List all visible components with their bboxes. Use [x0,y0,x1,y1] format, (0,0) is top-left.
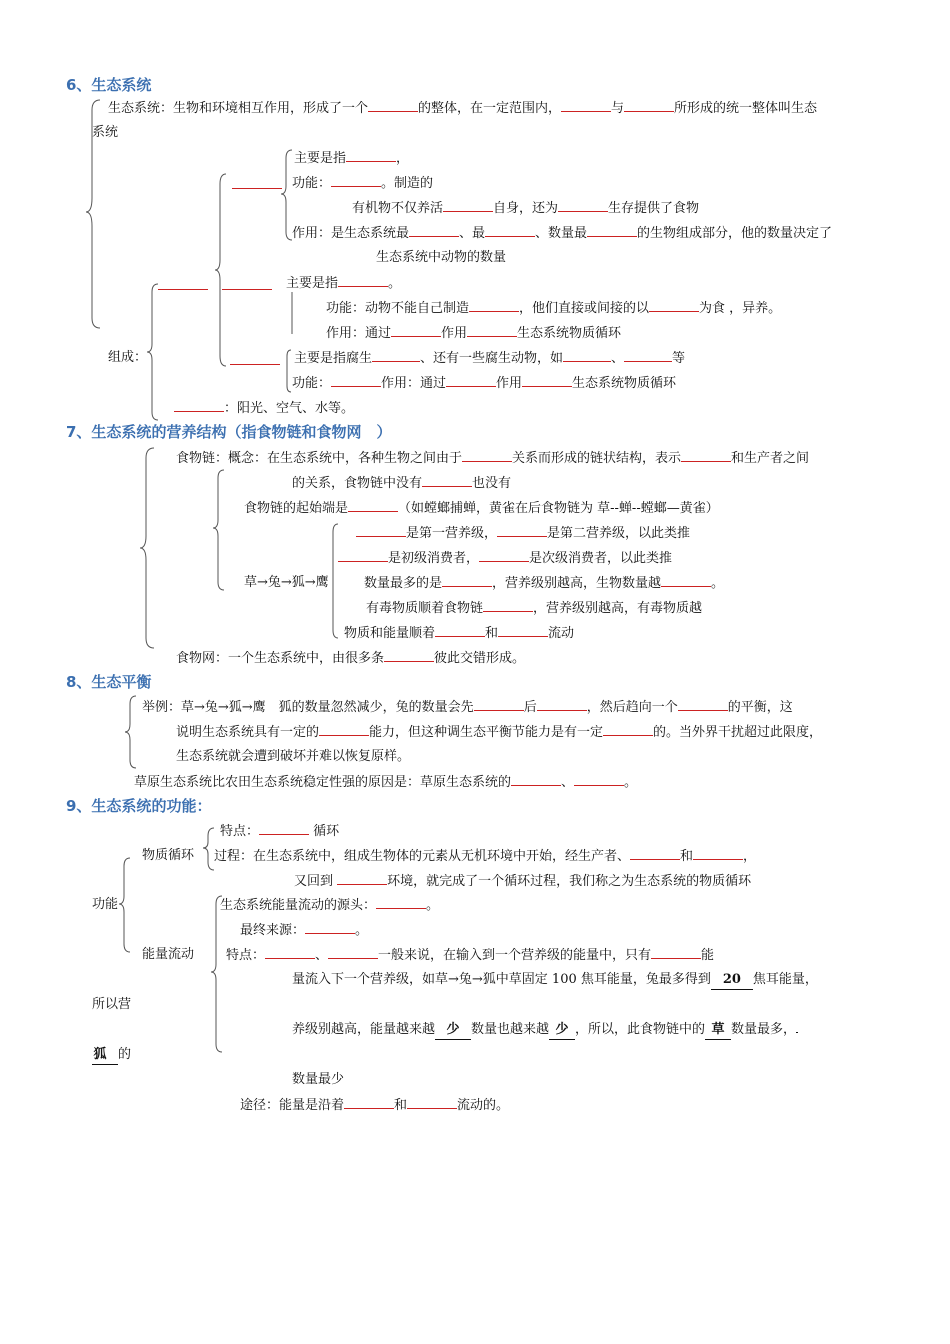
answer-grass: 草 [705,1021,731,1040]
blank[interactable] [479,549,529,562]
brace-food-chain [212,468,226,592]
composition-label: 组成： [108,350,148,365]
blank[interactable] [467,324,517,337]
blank[interactable] [446,374,496,387]
food-chain-start: 食物链的起始端是 （如螳螂捕蝉，黄雀在后食物链为 草--蝉--螳螂—黄雀） [244,501,719,516]
blank[interactable] [331,174,381,187]
blank[interactable] [391,324,441,337]
energy-so: 所以营 [92,997,132,1012]
decomposer-function: 功能： 作用：通过 作用 生态系统物质循环 [292,376,677,391]
blank[interactable] [693,847,743,860]
blank[interactable] [537,698,587,711]
blank[interactable] [407,1096,457,1109]
blank[interactable] [372,349,420,362]
blank[interactable] [338,549,388,562]
blank[interactable] [376,896,426,909]
matter-return: 又回到 环境，就完成了一个循环过程，我们称之为生态系统的物质循环 [294,874,752,889]
blank[interactable] [328,946,378,959]
section-9-title: 9、生态系统的功能： [66,797,212,815]
blank[interactable] [319,723,369,736]
blank-consumer[interactable] [222,289,272,290]
consumer-main: 主要是指 。 [286,276,402,291]
most-numerous: 数量最多的是 ，营养级别越高，生物数量越 。 [364,576,725,591]
blank-decomposer[interactable] [230,364,280,365]
definition-line: 生态系统：生物和环境相互作用，形成了一个 的整体，在一定范围内， 与 所形成的统一整体叫生态 [108,101,818,116]
blank[interactable] [305,921,355,934]
matter-cycle-label: 物质循环 [142,848,195,863]
blank[interactable] [511,773,561,786]
blank[interactable] [624,349,672,362]
food-web: 食物网：一个生态系统中，由很多条 彼此交错形成。 [176,651,526,666]
brace-function [118,856,132,956]
answer-20: 20 [711,971,753,990]
blank[interactable] [259,822,309,835]
function-label: 功能 [92,897,119,912]
blank[interactable] [678,698,728,711]
blank[interactable] [174,399,224,412]
brace-chain-example [328,522,340,640]
blank[interactable] [661,574,711,587]
energy-flow-label: 能量流动 [142,947,195,962]
balance-regulation: 说明生态系统具有一定的 能力，但这种调生态平衡节能力是有一定 的。当外界干扰超过此限度， [176,725,823,740]
energy-source: 生态系统能量流动的源头： 。 [220,898,440,913]
blank[interactable] [561,99,611,112]
blank[interactable] [563,349,611,362]
section-7-title: 7、生态系统的营养结构（指食物链和食物网 ） [66,423,392,441]
producer-organic: 有机物不仅养活 自身，还为 生存提供了食物 [352,201,700,216]
consumer-role: 作用：通过 作用 生态系统物质循环 [326,326,622,341]
blank[interactable] [603,723,653,736]
consumer-levels: 是初级消费者， 是次级消费者，以此类推 [338,549,672,568]
blank[interactable] [265,946,315,959]
blank[interactable] [681,449,731,462]
energy-final-source: 最终来源： 。 [240,923,369,938]
blank[interactable] [384,649,434,662]
producer-role: 作用：是生态系统最 、最 、数量最 的生物组成部分，他的数量决定了 [292,226,833,241]
blank[interactable] [624,99,674,112]
definition-line-wrap: 系统 [92,125,119,140]
balance-destroyed: 生态系统就会遭到破坏并难以恢复原样。 [176,749,411,764]
energy-fox-line: 狐 的 [92,1046,131,1065]
matter-energy-flow: 物质和能量顺着 和 流动 [344,626,575,641]
blank[interactable] [337,872,387,885]
producer-role-wrap: 生态系统中动物的数量 [376,250,507,265]
brace-consumer [286,290,296,336]
blank[interactable] [442,574,492,587]
blank[interactable] [587,224,637,237]
producer-main: 主要是指 ， [294,151,410,166]
answer-fox: 狐 [92,1046,118,1065]
blank[interactable] [630,847,680,860]
food-chain-concept: 食物链：概念：在生态系统中，各种生物之间由于 关系而形成的链状结构，表示 和生产者之间 [176,451,810,466]
brace-composition [146,282,160,422]
blank[interactable] [522,374,572,387]
decomposer-main: 主要是指腐生 、还有一些腐生动物，如 、 等 [294,351,686,366]
blank[interactable] [649,299,699,312]
brace-balance [124,694,138,772]
matter-process: 过程：在生态系统中，组成生物体的元素从无机环境中开始，经生产者、 和 ， [214,849,757,864]
blank[interactable] [368,99,418,112]
blank[interactable] [348,499,398,512]
blank[interactable] [574,773,624,786]
food-chain-concept-wrap: 的关系，食物链中没有 也没有 [292,476,512,491]
abiotic-line: ：阳光、空气、水等。 [174,399,354,418]
section-8-title: 8、生态平衡 [66,673,152,691]
blank[interactable] [469,299,519,312]
blank[interactable] [443,199,493,212]
blank[interactable] [409,224,459,237]
energy-decrease: 养级别越高，能量越来越 少 数量也越来越 少 ，所以，此食物链中的 草 数量最多， [292,1021,798,1040]
section-6-title: 6、生态系统 [66,76,152,94]
trophic-levels: 是第一营养级， 是第二营养级，以此类推 [356,524,690,543]
blank[interactable] [462,449,512,462]
matter-feature: 特点： 循环 [220,824,340,839]
blank[interactable] [338,274,388,287]
energy-least: 数量最少 [292,1072,345,1087]
blank[interactable] [485,224,535,237]
blank[interactable] [422,474,472,487]
blank[interactable] [497,524,547,537]
blank[interactable] [356,524,406,537]
blank-producer[interactable] [232,188,282,189]
toxic-accumulation: 有毒物质顺着食物链 ，营养级别越高，有毒物质越 [366,601,703,616]
energy-example: 量流入下一个营养级，如草→兔→狐中草固定 100 焦耳能量，兔最多得到 20 焦耳能量， [292,971,818,990]
blank[interactable] [651,946,701,959]
energy-feature: 特点： 、 一般来说，在输入到一个营养级的能量中，只有 能 [226,948,715,963]
chain-example: 草→兔→狐→鹰 [244,575,329,590]
blank[interactable] [435,624,485,637]
blank[interactable] [346,149,396,162]
blank[interactable] [498,624,548,637]
blank[interactable] [331,374,381,387]
blank[interactable] [344,1096,394,1109]
answer-underline [796,1032,798,1033]
blank[interactable] [558,199,608,212]
energy-path: 途径：能量是沿着 和 流动的。 [240,1098,510,1113]
blank-biotic[interactable] [158,289,208,290]
brace-food-structure [138,446,158,652]
blank[interactable] [474,698,524,711]
consumer-function: 功能：动物不能自己制造 ，他们直接或间接的以 为食 ，异养。 [326,301,782,316]
answer-less: 少 [549,1021,575,1040]
brace-biotic [214,172,228,368]
brace-energy-flow [210,894,224,1054]
grassland-stability: 草原生态系统比农田生态系统稳定性强的原因是：草原生态系统的 、 。 [134,775,638,790]
balance-example: 举例：草→兔→狐→鹰 狐的数量忽然减少，兔的数量会先 后 ，然后趋向一个 的平衡，这 [142,700,793,715]
blank[interactable] [483,599,533,612]
producer-function: 功能： 。制造的 [292,176,434,191]
answer-less: 少 [435,1021,471,1040]
